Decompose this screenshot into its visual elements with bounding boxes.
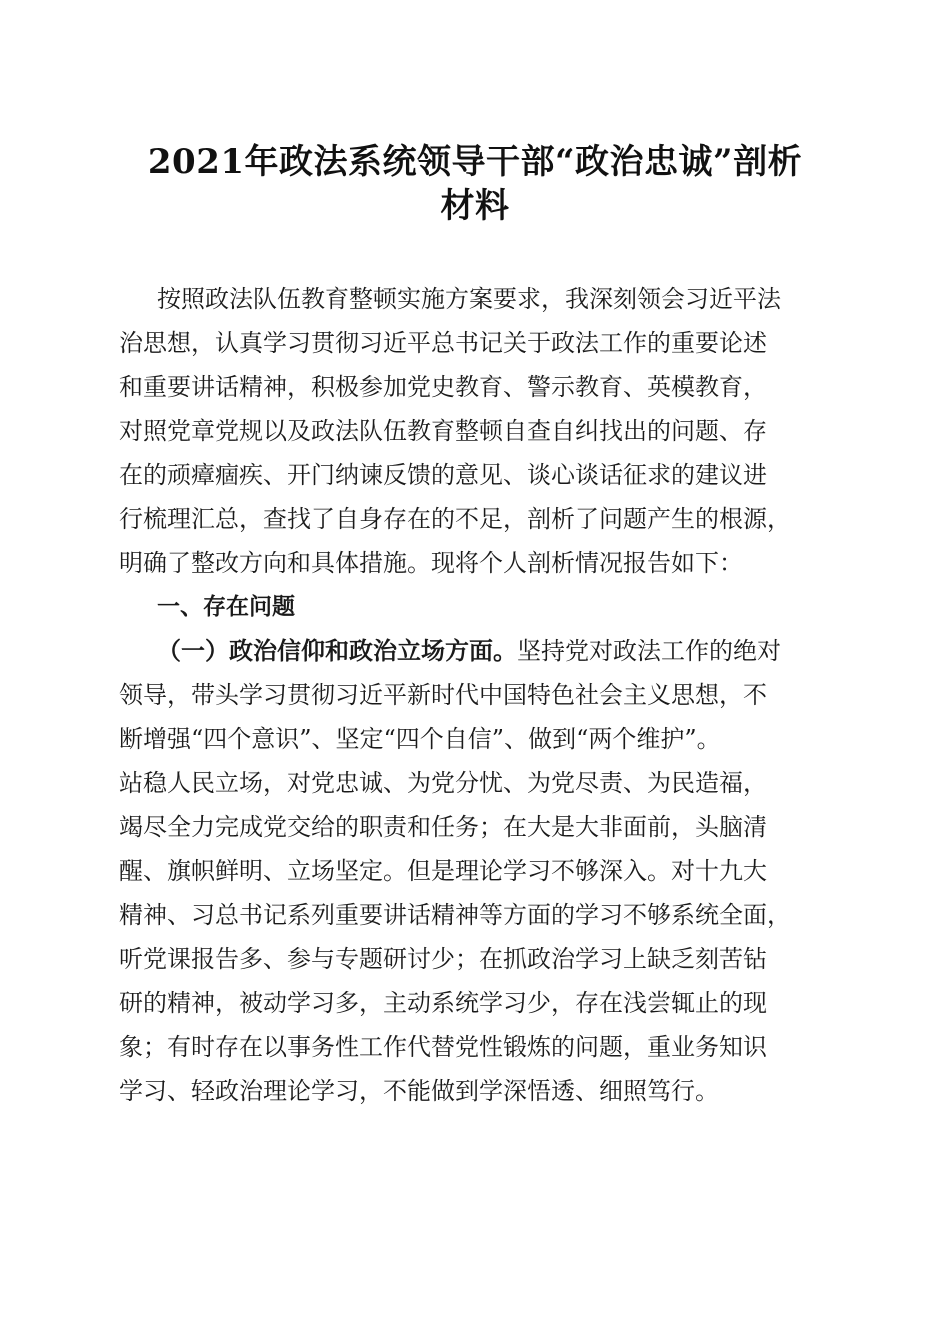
document-title-line-2: 材料 bbox=[440, 186, 510, 226]
document-title-line-1: 2021年政法系统领导干部“政治忠诚”剖析 bbox=[147, 142, 803, 182]
subsection-line: 精神、习总书记系列重要讲话精神等方面的学习不够系统全面， bbox=[119, 901, 791, 929]
subsection-line: 研的精神，被动学习多，主动系统学习少，存在浅尝辄止的现 bbox=[119, 989, 767, 1017]
intro-line: 行梳理汇总，查找了自身存在的不足，剖析了问题产生的根源， bbox=[119, 505, 791, 533]
subsection-line: 断增强“四个意识”、坚定“四个自信”、做到“两个维护”。 bbox=[119, 725, 721, 753]
intro-line: 和重要讲话精神，积极参加党史教育、警示教育、英模教育， bbox=[119, 373, 767, 401]
subsection-line: 站稳人民立场，对党忠诚、为党分忧、为党尽责、为民造福， bbox=[119, 769, 767, 797]
subsection-line: 象；有时存在以事务性工作代替党性锻炼的问题，重业务知识 bbox=[119, 1033, 767, 1061]
subsection-line: 听党课报告多、参与专题研讨少；在抓政治学习上缺乏刻苦钻 bbox=[119, 945, 767, 973]
document-body bbox=[119, 277, 839, 1113]
subsection-line: 醒、旗帜鲜明、立场坚定。但是理论学习不够深入。对十九大 bbox=[119, 857, 767, 885]
subsection-line: 领导，带头学习贯彻习近平新时代中国特色社会主义思想，不 bbox=[119, 681, 767, 709]
subsection-first-line-text: 坚持党对政法工作的绝对 bbox=[517, 637, 781, 665]
section-heading-problems: 一、存在问题 bbox=[157, 594, 295, 620]
subsection-paragraph-political-belief bbox=[119, 629, 839, 1113]
subsection-heading: （一）政治信仰和政治立场方面。 bbox=[157, 637, 517, 665]
intro-line: 按照政法队伍教育整顿实施方案要求，我深刻领会习近平法 bbox=[157, 285, 781, 313]
subsection-line: 学习、轻政治理论学习，不能做到学深悟透、细照笃行。 bbox=[119, 1077, 719, 1105]
intro-paragraph bbox=[119, 277, 839, 585]
intro-line: 在的顽瘴痼疾、开门纳谏反馈的意见、谈心谈话征求的建议进 bbox=[119, 461, 767, 489]
intro-line: 治思想，认真学习贯彻习近平总书记关于政法工作的重要论述 bbox=[119, 329, 767, 357]
intro-line: 明确了整改方向和具体措施。现将个人剖析情况报告如下： bbox=[119, 549, 743, 577]
subsection-line: 竭尽全力完成党交给的职责和任务；在大是大非面前，头脑清 bbox=[119, 813, 767, 841]
subsection-first-line bbox=[119, 629, 839, 673]
intro-line: 对照党章党规以及政法队伍教育整顿自查自纠找出的问题、存 bbox=[119, 417, 767, 445]
